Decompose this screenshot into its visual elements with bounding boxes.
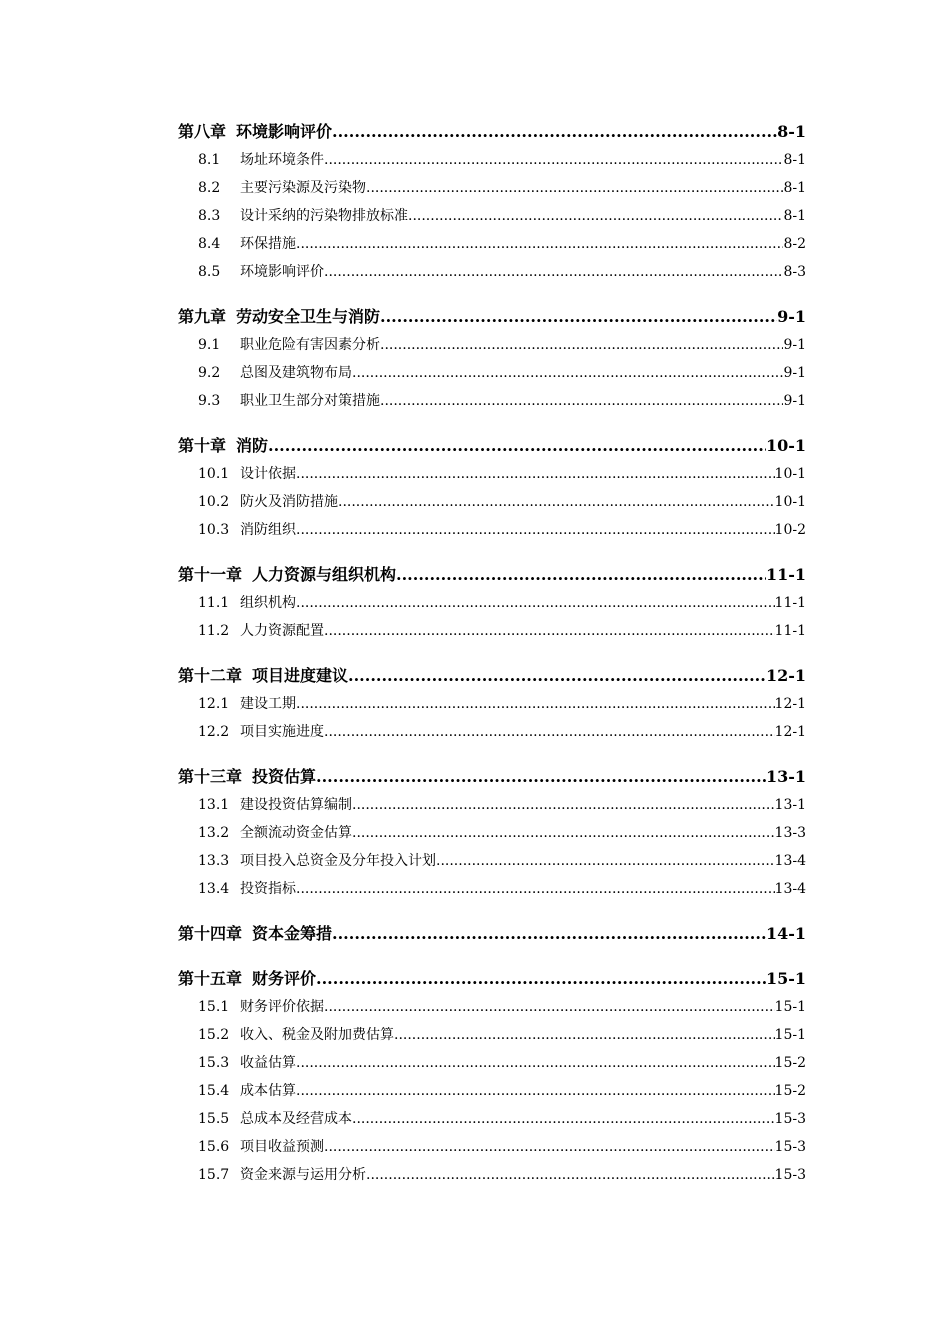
section-page-number: 9-1 (783, 365, 806, 381)
dot-leader (352, 1105, 775, 1133)
section-page-number: 12-1 (774, 696, 806, 712)
toc-chapter-entry[interactable] (178, 432, 806, 460)
toc-section-entry[interactable] (178, 258, 806, 286)
section-page-number: 15-1 (774, 1027, 806, 1043)
dot-leader (380, 331, 783, 359)
dot-leader (324, 146, 783, 174)
toc-section-entry[interactable] (178, 146, 806, 174)
dot-leader (352, 819, 775, 847)
section-heading (198, 819, 352, 847)
dot-leader (366, 174, 783, 202)
section-page-number: 10-2 (774, 522, 806, 538)
section-number: 15.7 (198, 1167, 230, 1183)
toc-chapter-entry[interactable] (178, 303, 806, 331)
section-heading (198, 230, 296, 258)
section-heading (198, 1161, 366, 1189)
section-page-number: 9-1 (783, 337, 806, 353)
dot-leader (396, 561, 766, 589)
toc-chapter-entry[interactable] (178, 763, 806, 791)
chapter-title: 资本金筹措 (252, 924, 333, 943)
section-page-number: 11-1 (774, 595, 806, 611)
chapter-number: 第十二章 (178, 666, 243, 685)
chapter-number: 第十五章 (178, 969, 243, 988)
section-title: 总成本及经营成本 (240, 1111, 352, 1127)
section-title: 财务评价依据 (240, 999, 324, 1015)
chapter-title: 投资估算 (252, 767, 317, 786)
section-number: 10.1 (198, 466, 230, 482)
section-number: 15.4 (198, 1083, 230, 1099)
chapter-page-number: 11-1 (765, 565, 806, 584)
toc-section-entry[interactable] (178, 1049, 806, 1077)
toc-section-entry[interactable] (178, 230, 806, 258)
section-number: 8.2 (198, 180, 221, 196)
toc-chapter-entry[interactable] (178, 118, 806, 146)
toc-chapter-entry[interactable] (178, 662, 806, 690)
dot-leader (296, 516, 775, 544)
section-heading (198, 690, 296, 718)
section-number: 9.1 (198, 337, 221, 353)
section-page-number: 15-1 (774, 999, 806, 1015)
section-heading (198, 258, 324, 286)
toc-section-entry[interactable] (178, 488, 806, 516)
section-heading (198, 847, 436, 875)
dot-leader (316, 763, 766, 791)
section-title: 设计依据 (240, 466, 296, 482)
chapter-heading (178, 432, 268, 460)
section-number: 13.1 (198, 797, 230, 813)
section-number: 9.3 (198, 393, 221, 409)
section-title: 环保措施 (240, 236, 296, 252)
toc-section-entry[interactable] (178, 460, 806, 488)
section-heading (198, 488, 338, 516)
section-heading (198, 718, 324, 746)
section-heading (198, 791, 352, 819)
section-title: 人力资源配置 (240, 623, 324, 639)
section-page-number: 15-3 (774, 1167, 806, 1183)
section-title: 项目实施进度 (240, 724, 324, 740)
section-page-number: 11-1 (774, 623, 806, 639)
dot-leader (296, 460, 775, 488)
toc-section-entry[interactable] (178, 1021, 806, 1049)
toc-section-entry[interactable] (178, 819, 806, 847)
chapter-number: 第十一章 (178, 565, 243, 584)
chapter-number: 第十三章 (178, 767, 243, 786)
section-number: 15.1 (198, 999, 230, 1015)
section-number: 15.5 (198, 1111, 230, 1127)
section-title: 成本估算 (240, 1083, 296, 1099)
section-page-number: 8-1 (783, 152, 806, 168)
section-page-number: 10-1 (774, 466, 806, 482)
section-title: 总图及建筑物布局 (240, 365, 352, 381)
section-number: 10.3 (198, 522, 230, 538)
chapter-heading (178, 561, 396, 589)
toc-section-entry[interactable] (178, 387, 806, 415)
section-heading (198, 174, 366, 202)
section-page-number: 8-2 (783, 236, 806, 252)
toc-section-entry[interactable] (178, 993, 806, 1021)
section-title: 建设工期 (240, 696, 296, 712)
dot-leader (324, 617, 775, 645)
dot-leader (296, 230, 783, 258)
dot-leader (352, 791, 775, 819)
section-heading (198, 1133, 324, 1161)
section-title: 建设投资估算编制 (240, 797, 352, 813)
section-title: 收入、税金及附加费估算 (240, 1027, 394, 1043)
section-number: 15.2 (198, 1027, 230, 1043)
section-number: 13.2 (198, 825, 230, 841)
chapter-title: 消防 (236, 436, 269, 455)
section-number: 9.2 (198, 365, 221, 381)
dot-leader (332, 920, 766, 948)
section-heading (198, 516, 296, 544)
toc-chapter-entry[interactable] (178, 920, 806, 948)
dot-leader (324, 718, 775, 746)
chapter-number: 第八章 (178, 122, 227, 141)
toc-chapter-entry[interactable] (178, 965, 806, 993)
section-page-number: 8-1 (783, 208, 806, 224)
chapter-title: 项目进度建议 (252, 666, 349, 685)
dot-leader (268, 432, 766, 460)
chapter-heading (178, 965, 316, 993)
section-number: 8.1 (198, 152, 221, 168)
section-page-number: 13-1 (774, 797, 806, 813)
section-page-number: 13-4 (774, 881, 806, 897)
dot-leader (296, 690, 775, 718)
section-title: 投资指标 (240, 881, 296, 897)
section-number: 13.3 (198, 853, 230, 869)
section-page-number: 15-3 (774, 1139, 806, 1155)
section-page-number: 9-1 (783, 393, 806, 409)
section-title: 项目收益预测 (240, 1139, 324, 1155)
toc-section-entry[interactable] (178, 516, 806, 544)
dot-leader (366, 1161, 775, 1189)
section-number: 13.4 (198, 881, 230, 897)
dot-leader (324, 993, 775, 1021)
dot-leader (436, 847, 775, 875)
section-heading (198, 875, 296, 903)
section-page-number: 10-1 (774, 494, 806, 510)
section-page-number: 8-1 (783, 180, 806, 196)
chapter-page-number: 8-1 (777, 122, 806, 141)
toc-section-entry[interactable] (178, 359, 806, 387)
dot-leader (394, 1021, 775, 1049)
chapter-heading (178, 662, 348, 690)
section-heading (198, 359, 352, 387)
toc-section-entry[interactable] (178, 791, 806, 819)
dot-leader (316, 965, 766, 993)
section-title: 收益估算 (240, 1055, 296, 1071)
section-heading (198, 331, 380, 359)
toc-section-entry[interactable] (178, 1161, 806, 1189)
table-of-contents (178, 118, 806, 1189)
dot-leader (380, 303, 777, 331)
section-number: 10.2 (198, 494, 230, 510)
toc-section-entry[interactable] (178, 589, 806, 617)
section-heading (198, 617, 324, 645)
toc-section-entry[interactable] (178, 202, 806, 230)
dot-leader (348, 662, 766, 690)
section-heading (198, 146, 324, 174)
toc-chapter-entry[interactable] (178, 561, 806, 589)
section-page-number: 15-2 (774, 1055, 806, 1071)
chapter-heading (178, 303, 380, 331)
toc-section-entry[interactable] (178, 174, 806, 202)
section-title: 防火及消防措施 (240, 494, 338, 510)
section-heading (198, 589, 296, 617)
toc-section-entry[interactable] (178, 1105, 806, 1133)
section-number: 8.3 (198, 208, 221, 224)
section-heading (198, 460, 296, 488)
section-page-number: 13-3 (774, 825, 806, 841)
section-title: 项目投入总资金及分年投入计划 (240, 853, 436, 869)
section-title: 职业卫生部分对策措施 (240, 393, 380, 409)
dot-leader (296, 589, 775, 617)
section-title: 组织机构 (240, 595, 296, 611)
section-number: 8.5 (198, 264, 221, 280)
toc-section-entry[interactable] (178, 1077, 806, 1105)
dot-leader (408, 202, 783, 230)
section-number: 15.6 (198, 1139, 230, 1155)
section-heading (198, 387, 380, 415)
section-number: 12.2 (198, 724, 230, 740)
chapter-title: 环境影响评价 (236, 122, 333, 141)
section-page-number: 13-4 (774, 853, 806, 869)
section-page-number: 15-3 (774, 1111, 806, 1127)
chapter-heading (178, 920, 332, 948)
section-number: 11.1 (198, 595, 230, 611)
section-title: 设计采纳的污染物排放标准 (240, 208, 408, 224)
section-heading (198, 1105, 352, 1133)
toc-section-entry[interactable] (178, 718, 806, 746)
section-page-number: 15-2 (774, 1083, 806, 1099)
dot-leader (338, 488, 775, 516)
dot-leader (296, 875, 775, 903)
dot-leader (296, 1049, 775, 1077)
dot-leader (332, 118, 777, 146)
chapter-page-number: 9-1 (777, 307, 806, 326)
section-number: 11.2 (198, 623, 230, 639)
chapter-page-number: 13-1 (765, 767, 806, 786)
section-page-number: 12-1 (774, 724, 806, 740)
toc-section-entry[interactable] (178, 617, 806, 645)
section-heading (198, 1077, 296, 1105)
toc-section-entry[interactable] (178, 1133, 806, 1161)
section-heading (198, 202, 408, 230)
section-title: 环境影响评价 (240, 264, 324, 280)
toc-section-entry[interactable] (178, 875, 806, 903)
section-number: 8.4 (198, 236, 221, 252)
chapter-page-number: 15-1 (765, 969, 806, 988)
toc-section-entry[interactable] (178, 331, 806, 359)
section-page-number: 8-3 (783, 264, 806, 280)
section-heading (198, 993, 324, 1021)
dot-leader (296, 1077, 775, 1105)
chapter-page-number: 14-1 (765, 924, 806, 943)
section-title: 消防组织 (240, 522, 296, 538)
chapter-heading (178, 763, 316, 791)
section-title: 主要污染源及污染物 (240, 180, 366, 196)
dot-leader (352, 359, 783, 387)
chapter-number: 第十四章 (178, 924, 243, 943)
section-title: 场址环境条件 (240, 152, 324, 168)
chapter-heading (178, 118, 332, 146)
dot-leader (324, 258, 783, 286)
section-title: 资金来源与运用分析 (240, 1167, 366, 1183)
section-number: 15.3 (198, 1055, 230, 1071)
chapter-title: 人力资源与组织机构 (252, 565, 397, 584)
section-number: 12.1 (198, 696, 230, 712)
dot-leader (380, 387, 783, 415)
chapter-title: 劳动安全卫生与消防 (236, 307, 381, 326)
toc-section-entry[interactable] (178, 847, 806, 875)
section-heading (198, 1021, 394, 1049)
chapter-number: 第十章 (178, 436, 227, 455)
section-title: 职业危险有害因素分析 (240, 337, 380, 353)
chapter-title: 财务评价 (252, 969, 317, 988)
chapter-page-number: 10-1 (765, 436, 806, 455)
toc-section-entry[interactable] (178, 690, 806, 718)
section-title: 全额流动资金估算 (240, 825, 352, 841)
section-heading (198, 1049, 296, 1077)
dot-leader (324, 1133, 775, 1161)
chapter-page-number: 12-1 (765, 666, 806, 685)
chapter-number: 第九章 (178, 307, 227, 326)
